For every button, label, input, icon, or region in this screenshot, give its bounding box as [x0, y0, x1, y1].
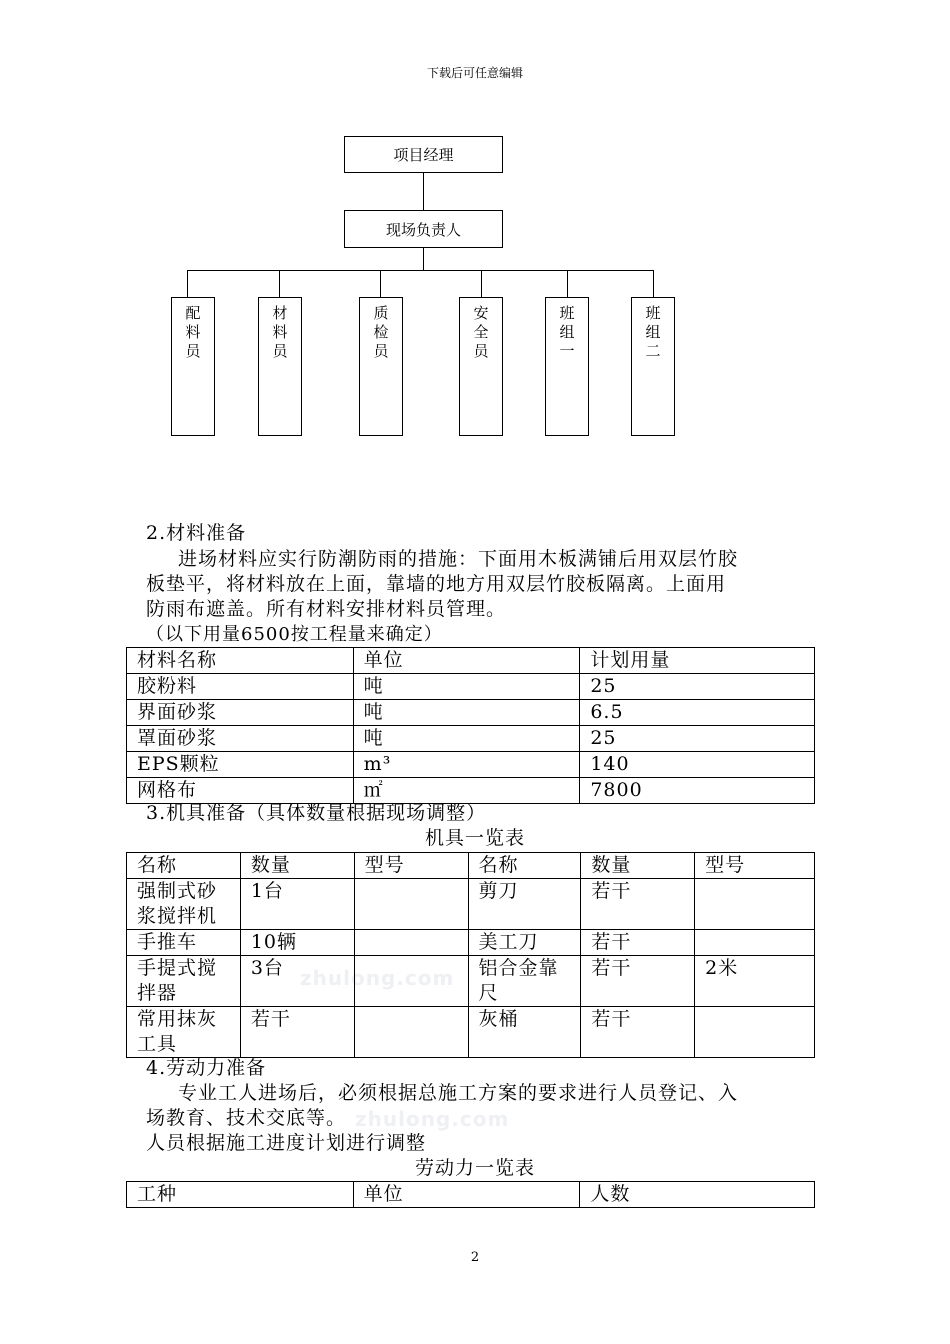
table-header-cell: 名称 [127, 853, 241, 879]
table-row [127, 726, 815, 752]
cell-line: 铝合金靠 [478, 957, 559, 979]
org-leaf-label: 班组一 [559, 304, 575, 360]
table-cell: m³ [353, 752, 580, 778]
cell-line: 尺 [478, 982, 499, 1004]
page-number: 2 [470, 1250, 480, 1265]
table-cell: 若干 [240, 1007, 354, 1058]
table-cell [468, 956, 581, 1007]
table-cell [127, 879, 241, 930]
cell-line: 手提式搅 [137, 957, 218, 979]
equipment-table [126, 852, 815, 1058]
org-branch-line [187, 270, 653, 271]
cell-line: 浆搅拌机 [137, 905, 218, 927]
table-cell: 剪刀 [468, 879, 581, 930]
section-title: 3.机具准备（具体数量根据现场调整） [146, 802, 487, 824]
table-cell: ㎡ [353, 778, 580, 804]
org-leaf [171, 297, 215, 436]
table-row [127, 956, 815, 1007]
table-cell: 吨 [353, 700, 580, 726]
table-header-cell: 型号 [695, 853, 815, 879]
cell-line: 强制式砂 [137, 880, 218, 902]
table-header-cell: 工种 [127, 1182, 354, 1208]
table-header-cell: 数量 [240, 853, 354, 879]
table-header-row [127, 853, 815, 879]
labor-table [126, 1181, 815, 1208]
table-cell: 吨 [353, 726, 580, 752]
org-leaf-label: 材料员 [272, 304, 288, 360]
table-row [127, 778, 815, 804]
org-connector [187, 270, 188, 297]
table-cell: 胶粉料 [127, 674, 354, 700]
table-cell: EPS颗粒 [127, 752, 354, 778]
table-row [127, 1007, 815, 1058]
table-cell: 1台 [240, 879, 354, 930]
table-cell: 罩面砂浆 [127, 726, 354, 752]
org-connector [653, 270, 654, 297]
note: （以下用量6500按工程量来确定） [146, 624, 443, 645]
table-row [127, 674, 815, 700]
org-leaf-label: 班组二 [645, 304, 661, 360]
table-row [127, 930, 815, 956]
table-header-cell: 单位 [353, 648, 580, 674]
table-cell: 6.5 [580, 700, 815, 726]
section-title: 4.劳动力准备 [146, 1057, 267, 1079]
table-cell: 3台 [240, 956, 354, 1007]
cell-line: 常用抹灰 [137, 1008, 218, 1030]
table-header-cell: 人数 [580, 1182, 815, 1208]
table-row [127, 700, 815, 726]
org-node-middle: 现场负责人 [344, 210, 503, 248]
org-leaf [545, 297, 589, 436]
cell-line: 拌器 [137, 982, 178, 1004]
org-connector [423, 173, 424, 210]
table-cell: 10辆 [240, 930, 354, 956]
table-header-cell: 数量 [581, 853, 695, 879]
table-cell [127, 956, 241, 1007]
table-row [127, 752, 815, 778]
table-cell: 25 [580, 726, 815, 752]
paragraph-line: 专业工人进场后，必须根据总施工方案的要求进行人员登记、入 [178, 1082, 739, 1104]
org-connector [279, 270, 280, 297]
table-header-cell: 型号 [354, 853, 468, 879]
org-connector [481, 270, 482, 297]
table-cell [695, 1007, 815, 1058]
org-leaf [631, 297, 675, 436]
org-connector [380, 270, 381, 297]
org-connector [567, 270, 568, 297]
table-cell [354, 930, 468, 956]
table-title: 机具一览表 [424, 827, 525, 849]
paragraph-line: 进场材料应实行防潮防雨的措施：下面用木板满铺后用双层竹胶 [178, 548, 739, 570]
table-cell: 140 [580, 752, 815, 778]
table-header-row [127, 648, 815, 674]
cell-line: 工具 [137, 1033, 178, 1055]
org-leaf [459, 297, 503, 436]
paragraph-line: 场教育、技术交底等。 [146, 1107, 347, 1129]
table-cell [695, 930, 815, 956]
table-cell: 若干 [581, 930, 695, 956]
table-cell: 25 [580, 674, 815, 700]
page-header: 下载后可任意编辑 [426, 66, 523, 80]
table-cell [354, 1007, 468, 1058]
table-cell: 若干 [581, 1007, 695, 1058]
paragraph-line: 板垫平，将材料放在上面，靠墙的地方用双层竹胶板隔离。上面用 [146, 573, 727, 595]
table-cell: 若干 [581, 879, 695, 930]
table-cell [354, 956, 468, 1007]
watermark: zhulong.com [300, 966, 455, 990]
org-node-top: 项目经理 [344, 136, 503, 173]
table-cell: 7800 [580, 778, 815, 804]
table-cell: 美工刀 [468, 930, 581, 956]
paragraph-line: 人员根据施工进度计划进行调整 [146, 1132, 427, 1154]
org-leaf [359, 297, 403, 436]
table-cell: 手推车 [127, 930, 241, 956]
table-header-cell: 计划用量 [580, 648, 815, 674]
table-header-cell: 材料名称 [127, 648, 354, 674]
org-connector [423, 248, 424, 270]
section-title: 2.材料准备 [146, 522, 247, 544]
table-cell: 若干 [581, 956, 695, 1007]
table-header-row [127, 1182, 815, 1208]
table-header-cell: 名称 [468, 853, 581, 879]
watermark: zhulong.com [355, 1107, 510, 1131]
table-cell: 吨 [353, 674, 580, 700]
table-cell: 网格布 [127, 778, 354, 804]
table-cell [695, 879, 815, 930]
table-cell [127, 1007, 241, 1058]
table-row [127, 879, 815, 930]
table-cell [354, 879, 468, 930]
materials-table [126, 647, 815, 804]
table-cell: 2米 [695, 956, 815, 1007]
table-title: 劳动力一览表 [414, 1157, 535, 1179]
org-leaf-label: 配料员 [185, 304, 201, 360]
paragraph-line: 防雨布遮盖。所有材料安排材料员管理。 [146, 598, 507, 620]
table-header-cell: 单位 [353, 1182, 580, 1208]
table-cell: 界面砂浆 [127, 700, 354, 726]
table-cell: 灰桶 [468, 1007, 581, 1058]
org-leaf-label: 质检员 [373, 304, 389, 360]
org-leaf [258, 297, 302, 436]
org-leaf-label: 安全员 [473, 304, 489, 360]
